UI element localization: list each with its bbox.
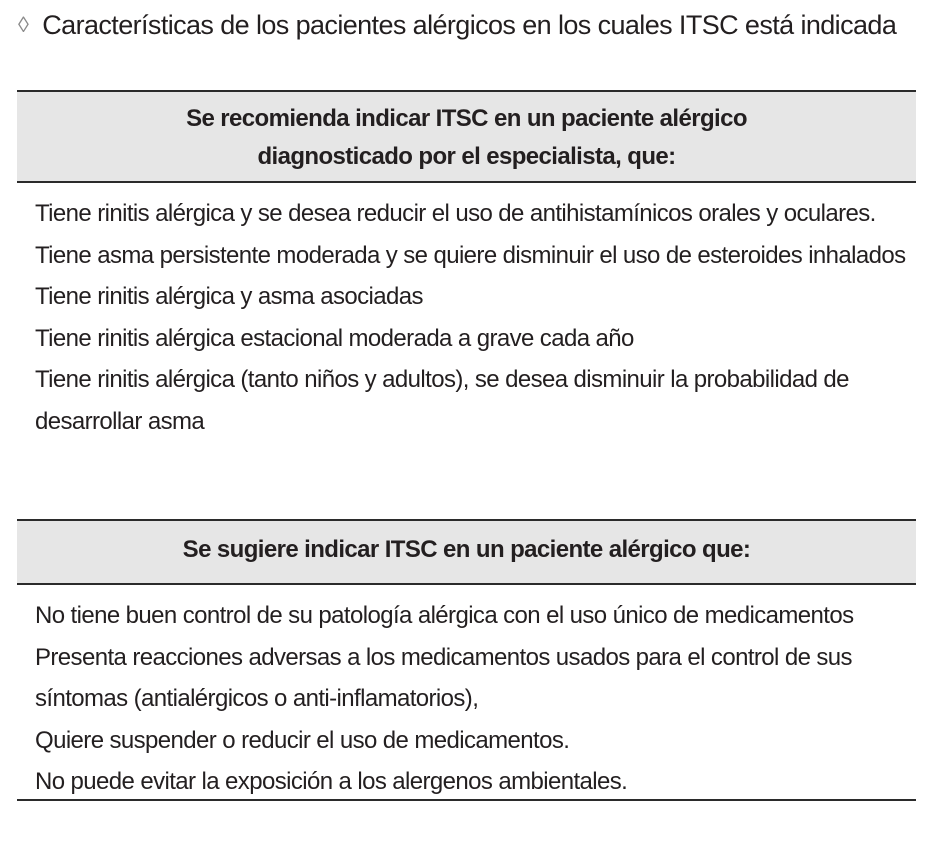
section2-item: Presenta reacciones adversas a los medicamentos usados para el control de sus síntomas (antialérgicos o anti-inflamatorios), xyxy=(35,643,852,713)
section2-item: No tiene buen control de su patología alérgica con el uso único de medicamentos xyxy=(35,602,854,629)
section1-item: Tiene rinitis alérgica estacional moderada a grave cada año xyxy=(35,324,634,352)
section1-item: Tiene rinitis alérgica y se desea reducir el uso de antihistamínicos orales y oculares. xyxy=(35,200,876,227)
caption-text: Características de los pacientes alérgicos en los cuales ITSC está indicada xyxy=(42,10,897,40)
lozenge-icon: ◊ xyxy=(18,12,29,37)
indications-table xyxy=(17,90,916,801)
section1-item: Tiene rinitis alérgica y asma asociadas xyxy=(35,283,423,311)
section2-header: Se sugiere indicar ITSC en un paciente alérgico que: xyxy=(17,519,916,585)
table-caption xyxy=(18,4,918,46)
section1-item: Tiene rinitis alérgica (tanto niños y adultos), se desea disminuir la probabilidad de desarrollar asma xyxy=(35,366,849,435)
section1-header-line2: diagnosticado por el especialista, que: xyxy=(257,143,676,170)
section2-item: No puede evitar la exposición a los alergenos ambientales. xyxy=(35,768,628,796)
section1-header-line1: Se recomienda indicar ITSC en un paciente alérgico xyxy=(186,105,747,132)
section2-item: Quiere suspender o reducir el uso de medicamentos. xyxy=(35,726,570,754)
section1-item: Tiene asma persistente moderada y se quiere disminuir el uso de esteroides inhalados xyxy=(35,241,906,269)
section1-body xyxy=(17,183,916,519)
section2-body xyxy=(17,585,916,801)
section1-header xyxy=(17,90,916,183)
